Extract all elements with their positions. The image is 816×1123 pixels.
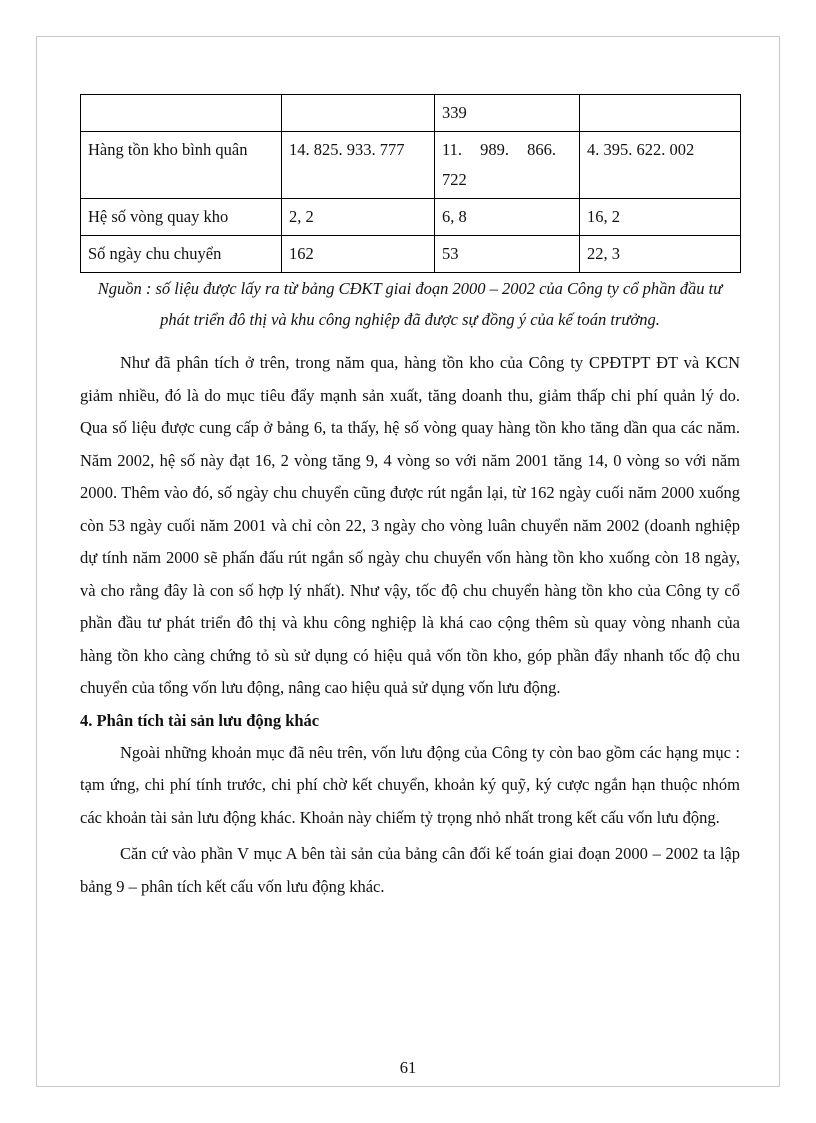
table-cell xyxy=(282,95,435,132)
table-cell: 2, 2 xyxy=(282,199,435,236)
paragraph: Căn cứ vào phần V mục A bên tài sản của bảng cân đối kế toán giai đoạn 2000 – 2002 ta lập bảng 9 – phân tích kết cấu vốn lưu động khác. xyxy=(80,844,740,896)
table-cell: 53 xyxy=(435,236,580,273)
table-cell: 16, 2 xyxy=(580,199,741,236)
table-cell: 339 xyxy=(435,95,580,132)
inventory-table xyxy=(80,94,741,273)
paragraph: Như đã phân tích ở trên, trong năm qua, hàng tồn kho của Công ty CPĐTPT ĐT và KCN giảm nhiều, đó là do mục tiêu đẩy mạnh sản xuất, tăng doanh thu, giảm thấp chi phí quản lý do. Qua số liệu được cung cấp ở bảng 6, ta thấy, hệ số vòng quay hàng tồn kho tăng dần qua các năm. Năm 2002, hệ số này đạt 16, 2 vòng tăng 9, 4 vòng so với năm 2001 tăng 14, 0 vòng so với năm 2000. Thêm vào đó, số ngày chu chuyển cũng được rút ngắn lại, từ 162 ngày cuối năm 2000 xuống còn 53 ngày cuối năm 2001 và chỉ còn 22, 3 ngày cho vòng luân chuyển năm 2002 (doanh nghiệp dự tính năm 2000 sẽ phấn đấu rút ngắn số ngày chu chuyển vốn hàng tồn kho xuống còn 18 ngày, và cho rằng đây là con số hợp lý nhất). Như vậy, tốc độ chu chuyển hàng tồn kho của Công ty cổ phần đầu tư phát triển đô thị và khu công nghiệp là khá cao cộng thêm sù quay vòng nhanh của hàng tồn kho càng chứng tỏ sù sử dụng có hiệu quả vốn tồn kho, góp phần đẩy nhanh tốc độ chu chuyển của tổng vốn lưu động, nâng cao hiệu quả sử dụng vốn lưu động. xyxy=(80,353,740,697)
table-cell: 22, 3 xyxy=(580,236,741,273)
paragraph: Ngoài những khoản mục đã nêu trên, vốn lưu động của Công ty còn bao gồm các hạng mục : tạm ứng, chi phí tính trước, chi phí chờ kết chuyển, khoản ký quỹ, ký cược ngắn hạn thuộc nhóm các khoản tài sản lưu động khác. Khoản này chiếm tỷ trọng nhỏ nhất trong kết cấu vốn lưu động. xyxy=(80,742,740,827)
table-cell: 14. 825. 933. 777 xyxy=(282,132,435,199)
table-cell: Hệ số vòng quay kho xyxy=(81,199,282,236)
table-cell: 11. 989. 866. 722 xyxy=(435,132,580,199)
table-cell: 6, 8 xyxy=(435,199,580,236)
table-cell xyxy=(81,95,282,132)
table-row xyxy=(81,132,741,199)
table-row xyxy=(81,95,741,132)
document-body xyxy=(80,94,740,903)
table-cell xyxy=(580,95,741,132)
section-heading: 4. Phân tích tài sản lưu động khác xyxy=(80,710,320,730)
source-note: Nguồn : số liệu được lấy ra từ bảng CĐKT giai đoạn 2000 – 2002 của Công ty cổ phần đầu tư phát triển đô thị và khu công nghiệp đã được sự đồng ý của kế toán trưởng. xyxy=(97,279,723,329)
table-row xyxy=(81,236,741,273)
table-cell: 162 xyxy=(282,236,435,273)
table-cell: Hàng tồn kho bình quân xyxy=(81,132,282,199)
table-cell: 4. 395. 622. 002 xyxy=(580,132,741,199)
page-number: 61 xyxy=(399,1058,417,1077)
table-row xyxy=(81,199,741,236)
table-cell: Số ngày chu chuyển xyxy=(81,236,282,273)
